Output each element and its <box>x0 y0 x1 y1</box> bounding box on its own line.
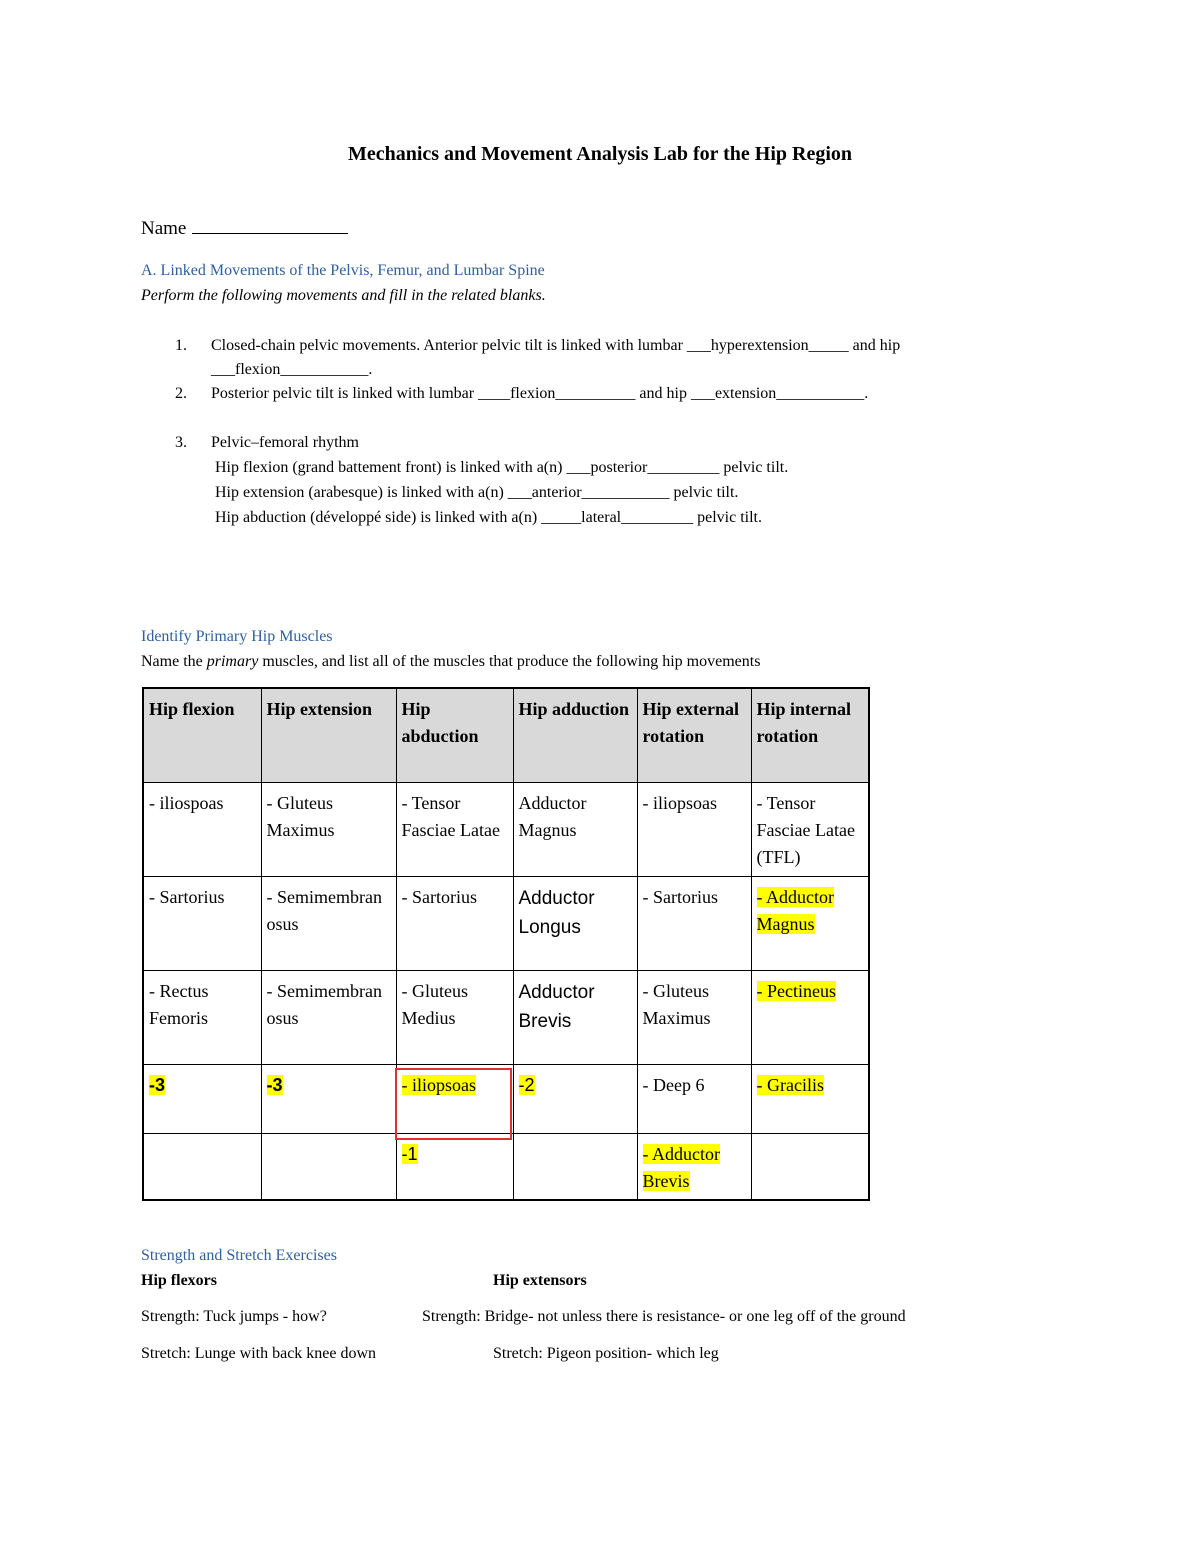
table-cell[interactable] <box>751 1065 869 1134</box>
flexor-strength: Strength: Tuck jumps - how? <box>141 1308 327 1325</box>
header-hip-adduction: Hip adduction <box>513 688 637 783</box>
table-cell[interactable] <box>143 971 261 1065</box>
item-1-line-1 <box>175 337 900 355</box>
item-3-sub-1: Hip flexion (grand battement front) is linked with a(n) ___posterior_________ pelvic tilt. <box>215 459 789 476</box>
cell-text: - iliospoas <box>149 793 224 813</box>
cell-text: - Gluteus Maximus <box>642 981 711 1028</box>
header-hip-internal-rotation: Hip internal rotation <box>751 688 869 783</box>
name-field <box>141 215 348 240</box>
extensor-stretch: Stretch: Pigeon position- which leg <box>493 1345 719 1362</box>
header-hip-abduction: Hip abduction <box>396 688 513 783</box>
document-title: Mechanics and Movement Analysis Lab for the Hip Region <box>347 143 853 165</box>
item-1-number: 1. <box>175 337 187 354</box>
hip-extensors-label: Hip extensors <box>493 1272 587 1289</box>
table-cell[interactable] <box>261 1065 396 1134</box>
section-a-heading: A. Linked Movements of the Pelvis, Femur, and Lumbar Spine <box>141 262 545 279</box>
name-blank[interactable] <box>192 215 348 234</box>
table-cell[interactable] <box>396 783 513 877</box>
section-a-instruction: Perform the following movements and fill in the related blanks. <box>141 287 546 304</box>
item-3-text: Pelvic–femoral rhythm <box>211 434 359 451</box>
cell-text: - Semimembranosus <box>266 887 382 934</box>
section-c-heading: Strength and Stretch Exercises <box>141 1247 337 1264</box>
cell-text: - Rectus Femoris <box>149 981 209 1028</box>
cell-text-highlighted: -3 <box>149 1075 166 1095</box>
table-cell[interactable] <box>637 971 751 1065</box>
cell-text: - Sartorius <box>401 887 477 907</box>
table-cell[interactable] <box>143 783 261 877</box>
table-cell[interactable] <box>637 1065 751 1134</box>
cell-text-highlighted: - Pectineus <box>756 981 836 1001</box>
instruction-post: muscles, and list all of the muscles that produce the following hip movements <box>258 653 761 670</box>
cell-text: - Deep 6 <box>642 1075 705 1095</box>
table-cell[interactable] <box>513 783 637 877</box>
cell-text: - iliopsoas <box>642 793 717 813</box>
cell-text-highlighted: -1 <box>401 1144 418 1164</box>
table-cell[interactable] <box>396 877 513 971</box>
cell-text: - Tensor Fasciae Latae (TFL) <box>756 793 855 867</box>
table-cell[interactable] <box>143 1134 261 1201</box>
table-cell[interactable] <box>261 877 396 971</box>
table-cell[interactable] <box>396 971 513 1065</box>
table-row <box>143 877 869 971</box>
cell-text: Adductor Brevis <box>518 982 595 1032</box>
item-1-line-2: ___flexion___________. <box>211 361 373 378</box>
section-b-instruction <box>141 653 760 671</box>
item-2 <box>175 385 868 403</box>
cell-text-highlighted: - Adductor Brevis <box>642 1144 720 1191</box>
table-row <box>143 1134 869 1201</box>
item-3-sub-2: Hip extension (arabesque) is linked with a(n) ___anterior___________ pelvic tilt. <box>215 484 739 501</box>
cell-text-highlighted: -3 <box>266 1075 283 1095</box>
table-cell[interactable] <box>143 877 261 971</box>
cell-text: - Sartorius <box>642 887 718 907</box>
table-cell[interactable] <box>751 783 869 877</box>
cell-text: - Tensor Fasciae Latae <box>401 793 500 840</box>
item-1-text: Closed-chain pelvic movements. Anterior pelvic tilt is linked with lumbar ___hyperextension_____ and hip <box>211 337 901 354</box>
table-header-row <box>143 688 869 783</box>
instruction-pre: Name the <box>141 653 207 670</box>
table-row <box>143 971 869 1065</box>
section-b-heading: Identify Primary Hip Muscles <box>141 628 333 645</box>
cell-text: - Gluteus Medius <box>401 981 468 1028</box>
cell-text: Adductor Longus <box>518 888 595 938</box>
cell-text: - Gluteus Maximus <box>266 793 335 840</box>
table-cell[interactable] <box>513 1134 637 1201</box>
cell-text: - Semimembranosus <box>266 981 382 1028</box>
item-3 <box>175 434 359 452</box>
item-3-number: 3. <box>175 434 187 451</box>
table-cell[interactable] <box>261 783 396 877</box>
hip-flexors-label: Hip flexors <box>141 1272 217 1289</box>
item-2-text: Posterior pelvic tilt is linked with lumbar ____flexion__________ and hip ___extension___________. <box>211 385 869 402</box>
name-label: Name <box>141 218 187 239</box>
table-row <box>143 783 869 877</box>
header-hip-external-rotation: Hip external rotation <box>637 688 751 783</box>
cell-text: Adductor Magnus <box>518 793 587 840</box>
table-cell[interactable] <box>261 971 396 1065</box>
table-cell[interactable] <box>513 1065 637 1134</box>
table-cell[interactable] <box>751 971 869 1065</box>
table-cell[interactable] <box>261 1134 396 1201</box>
cell-text-highlighted: - iliopsoas <box>401 1075 476 1095</box>
extensor-strength: Strength: Bridge- not unless there is resistance- or one leg off of the ground <box>422 1308 906 1325</box>
flexor-stretch: Stretch: Lunge with back knee down <box>141 1345 377 1362</box>
cell-text: - Sartorius <box>149 887 225 907</box>
header-hip-extension: Hip extension <box>261 688 396 783</box>
table-cell[interactable] <box>637 1134 751 1201</box>
table-cell[interactable] <box>751 1134 869 1201</box>
table-cell[interactable] <box>143 1065 261 1134</box>
table-cell[interactable] <box>513 877 637 971</box>
cell-text-highlighted: - Adductor Magnus <box>756 887 834 934</box>
item-2-number: 2. <box>175 385 187 402</box>
cell-text-highlighted: -2 <box>518 1075 535 1095</box>
cell-text-highlighted: - Gracilis <box>756 1075 824 1095</box>
table-cell[interactable] <box>637 877 751 971</box>
table-cell[interactable] <box>637 783 751 877</box>
table-cell[interactable] <box>513 971 637 1065</box>
annotation-box <box>395 1068 512 1140</box>
header-hip-flexion: Hip flexion <box>143 688 261 783</box>
instruction-emphasis: primary <box>206 653 259 670</box>
table-cell[interactable] <box>751 877 869 971</box>
table-cell[interactable] <box>396 1134 513 1201</box>
item-3-sub-3: Hip abduction (développé side) is linked with a(n) _____lateral_________ pelvic tilt. <box>215 509 762 526</box>
